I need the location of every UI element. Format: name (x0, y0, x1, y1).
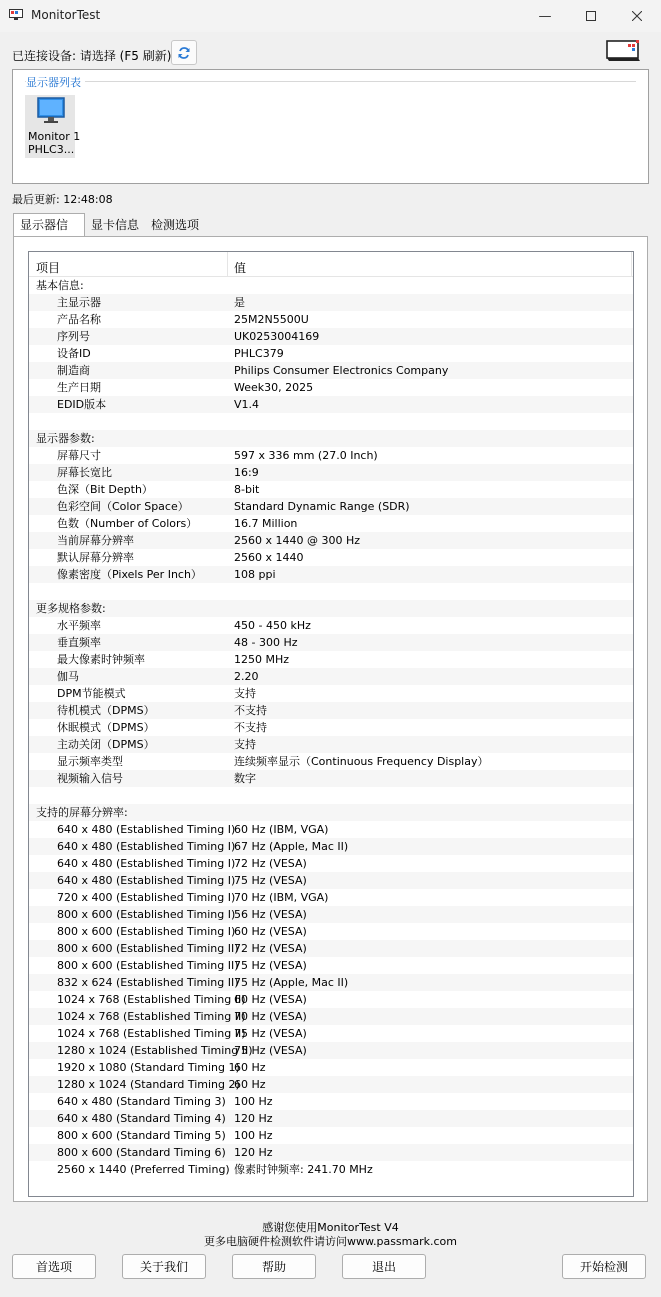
cell-value: 120 Hz (234, 1112, 273, 1125)
cell-value: 数字 (234, 772, 256, 785)
table-row[interactable] (29, 753, 633, 770)
cell-value: UK0253004169 (234, 330, 320, 343)
last-update-label: 最后更新: 12:48:08 (12, 193, 113, 206)
table-row[interactable] (29, 685, 633, 702)
cell-value: 支持 (234, 687, 256, 700)
table-row[interactable] (29, 566, 633, 583)
table-row[interactable] (29, 1025, 633, 1042)
cell-item: 待机模式（DPMS） (57, 704, 155, 717)
cell-value: 60 Hz (VESA) (234, 925, 307, 938)
table-row[interactable] (29, 1110, 633, 1127)
cell-item: 640 x 480 (Established Timing I) (57, 857, 236, 870)
table-row[interactable] (29, 362, 633, 379)
cell-item: 主显示器 (57, 296, 101, 309)
cell-value: 75 Hz (Apple, Mac II) (234, 976, 349, 989)
cell-item: 像素密度（Pixels Per Inch） (57, 568, 202, 581)
monitor-item-model: PHLC3... (28, 143, 75, 156)
title-bar (0, 0, 661, 32)
table-row[interactable] (29, 991, 633, 1008)
section-title: 支持的屏幕分辨率: (36, 806, 128, 819)
cell-item: 800 x 600 (Established Timing I) (57, 925, 236, 938)
cell-item: 640 x 480 (Standard Timing 4) (57, 1112, 226, 1125)
tab-gpu-info[interactable]: 显卡信息 (91, 218, 140, 232)
table-row[interactable] (29, 1042, 633, 1059)
cell-value: 60 Hz (234, 1061, 266, 1074)
cell-value: Standard Dynamic Range (SDR) (234, 500, 410, 513)
tab-monitor-info[interactable]: 显示器信 (13, 213, 85, 237)
cell-item: EDID版本 (57, 398, 107, 411)
cell-value: 60 Hz (234, 1078, 266, 1091)
cell-item: 垂直频率 (57, 636, 101, 649)
monitor-item[interactable] (25, 95, 81, 158)
cell-item: 720 x 400 (Established Timing I) (57, 891, 236, 904)
table-row[interactable] (29, 583, 633, 600)
section-title: 更多规格参数: (36, 602, 106, 615)
cell-item: 色彩空间（Color Space） (57, 500, 189, 513)
cell-item: 水平频率 (57, 619, 101, 632)
cell-item: 制造商 (57, 364, 90, 377)
cell-item: 1920 x 1080 (Standard Timing 1) (57, 1061, 240, 1074)
cell-item: 800 x 600 (Established Timing II) (57, 959, 239, 972)
cell-item: 主动关闭（DPMS） (57, 738, 155, 751)
table-row[interactable] (29, 617, 633, 634)
table-row[interactable] (29, 311, 633, 328)
window-title: MonitorTest (31, 8, 101, 22)
cell-value: 67 Hz (Apple, Mac II) (234, 840, 349, 853)
column-header-item[interactable]: 项目 (36, 261, 61, 275)
table-row[interactable] (29, 855, 633, 872)
cell-item: 伽马 (57, 670, 79, 683)
monitor-list-title: 显示器列表 (26, 74, 85, 90)
minimize-button[interactable] (522, 0, 568, 32)
table-header (29, 252, 633, 277)
cell-item: 1024 x 768 (Established Timing II) (57, 1027, 246, 1040)
table-row[interactable] (29, 1076, 633, 1093)
cell-value: 是 (234, 296, 245, 309)
table-row[interactable] (29, 787, 633, 804)
cell-item: 1024 x 768 (Established Timing II) (57, 993, 246, 1006)
cell-item: 800 x 600 (Standard Timing 5) (57, 1129, 226, 1142)
table-row[interactable] (29, 515, 633, 532)
cell-item: 默认屏幕分辨率 (57, 551, 134, 564)
cell-item: 2560 x 1440 (Preferred Timing) (57, 1163, 230, 1176)
cell-value: 72 Hz (VESA) (234, 942, 307, 955)
table-row[interactable] (29, 498, 633, 515)
cell-value: 70 Hz (IBM, VGA) (234, 891, 329, 904)
cell-item: 1024 x 768 (Established Timing II) (57, 1010, 246, 1023)
table-section-row[interactable] (29, 277, 633, 294)
cell-item: 640 x 480 (Established Timing I) (57, 840, 236, 853)
table-row[interactable] (29, 1127, 633, 1144)
table-row[interactable] (29, 719, 633, 736)
cell-value: 75 Hz (VESA) (234, 1027, 307, 1040)
table-row[interactable] (29, 838, 633, 855)
cell-value: 不支持 (234, 704, 267, 717)
maximize-icon (586, 11, 596, 21)
table-row[interactable] (29, 464, 633, 481)
footer-website: 更多电脑硬件检测软件请访问www.passmark.com (204, 1235, 457, 1248)
cell-value: 2560 x 1440 (234, 551, 304, 564)
maximize-button[interactable] (568, 0, 614, 32)
options-button[interactable]: 首选项 (12, 1254, 96, 1279)
passmark-logo-icon (606, 39, 642, 63)
table-row[interactable] (29, 906, 633, 923)
cell-value: Philips Consumer Electronics Company (234, 364, 449, 377)
cell-value: 56 Hz (VESA) (234, 908, 307, 921)
cell-item: 1280 x 1024 (Standard Timing 2) (57, 1078, 240, 1091)
info-table[interactable] (28, 251, 634, 1197)
cell-value: 48 - 300 Hz (234, 636, 298, 649)
cell-item: 视频输入信号 (57, 772, 123, 785)
table-section-row[interactable] (29, 804, 633, 821)
cell-value: 像素时钟频率: 241.70 MHz (234, 1163, 373, 1176)
cell-value: 不支持 (234, 721, 267, 734)
table-row[interactable] (29, 634, 633, 651)
table-row[interactable] (29, 923, 633, 940)
monitor-list-box (12, 69, 649, 184)
table-row[interactable] (29, 957, 633, 974)
cell-item: 休眠模式（DPMS） (57, 721, 155, 734)
cell-value: 25M2N5500U (234, 313, 309, 326)
cell-value: PHLC379 (234, 347, 284, 360)
cell-item: 800 x 600 (Established Timing I) (57, 908, 236, 921)
cell-item: 800 x 600 (Standard Timing 6) (57, 1146, 226, 1159)
connected-device-label: 已连接设备: 请选择 (F5 刷新) (12, 49, 172, 63)
cell-value: 108 ppi (234, 568, 276, 581)
table-row[interactable] (29, 294, 633, 311)
table-row[interactable] (29, 668, 633, 685)
cell-value: 2.20 (234, 670, 259, 683)
cell-value: 75 Hz (VESA) (234, 874, 307, 887)
cell-item: 产品名称 (57, 313, 101, 326)
tab-panel (13, 236, 648, 1202)
table-row[interactable] (29, 1093, 633, 1110)
table-row[interactable] (29, 413, 633, 430)
table-row[interactable] (29, 1008, 633, 1025)
section-title: 基本信息: (36, 279, 84, 292)
cell-item: 屏幕长宽比 (57, 466, 112, 479)
column-divider[interactable] (227, 252, 228, 276)
cell-item: 色数（Number of Colors） (57, 517, 198, 530)
help-button[interactable]: 帮助 (232, 1254, 316, 1279)
table-row[interactable] (29, 447, 633, 464)
cell-item: 屏幕尺寸 (57, 449, 101, 462)
start-test-button[interactable]: 开始检测 (562, 1254, 646, 1279)
cell-value: Week30, 2025 (234, 381, 314, 394)
monitor-icon (37, 97, 65, 125)
cell-item: 色深（Bit Depth） (57, 483, 153, 496)
cell-value: 70 Hz (VESA) (234, 1010, 307, 1023)
table-row[interactable] (29, 481, 633, 498)
exit-button[interactable]: 退出 (342, 1254, 426, 1279)
cell-item: 最大像素时钟频率 (57, 653, 145, 666)
cell-item: 设备ID (57, 347, 91, 360)
table-section-row[interactable] (29, 430, 633, 447)
table-row[interactable] (29, 1144, 633, 1161)
table-row[interactable] (29, 770, 633, 787)
about-button[interactable]: 关于我们 (122, 1254, 206, 1279)
table-row[interactable] (29, 702, 633, 719)
cell-value: 100 Hz (234, 1129, 273, 1142)
section-title: 显示器参数: (36, 432, 95, 445)
cell-value: 支持 (234, 738, 256, 751)
cell-item: 832 x 624 (Established Timing II) (57, 976, 239, 989)
cell-value: 16.7 Million (234, 517, 298, 530)
cell-item: 800 x 600 (Established Timing II) (57, 942, 239, 955)
refresh-button[interactable] (171, 40, 197, 65)
cell-value: 1250 MHz (234, 653, 290, 666)
table-row[interactable] (29, 940, 633, 957)
table-row[interactable] (29, 651, 633, 668)
cell-item: 640 x 480 (Established Timing I) (57, 823, 236, 836)
table-row[interactable] (29, 532, 633, 549)
cell-value: 8-bit (234, 483, 260, 496)
table-row[interactable] (29, 872, 633, 889)
tab-test-options[interactable]: 检测选项 (151, 218, 200, 232)
cell-value: 120 Hz (234, 1146, 273, 1159)
monitor-item-name: Monitor 1 (28, 130, 81, 143)
cell-item: 640 x 480 (Established Timing I) (57, 874, 236, 887)
column-header-value[interactable]: 值 (234, 261, 247, 275)
table-row[interactable] (29, 889, 633, 906)
table-row[interactable] (29, 821, 633, 838)
cell-value: V1.4 (234, 398, 260, 411)
cell-value: 16:9 (234, 466, 259, 479)
cell-item: DPM节能模式 (57, 687, 126, 700)
cell-item: 640 x 480 (Standard Timing 3) (57, 1095, 226, 1108)
cell-value: 75 Hz (VESA) (234, 959, 307, 972)
close-button[interactable] (614, 0, 660, 32)
cell-value: 450 - 450 kHz (234, 619, 311, 632)
cell-value: 100 Hz (234, 1095, 273, 1108)
cell-value: 连续频率显示（Continuous Frequency Display） (234, 755, 489, 768)
cell-item: 当前屏幕分辨率 (57, 534, 134, 547)
table-row[interactable] (29, 345, 633, 362)
cell-value: 72 Hz (VESA) (234, 857, 307, 870)
close-icon (632, 11, 642, 21)
table-body (29, 277, 633, 1178)
cell-item: 显示频率类型 (57, 755, 123, 768)
monitor-list-divider (25, 81, 636, 82)
footer-thanks: 感谢您使用MonitorTest V4 (262, 1221, 399, 1234)
cell-value: 75 Hz (VESA) (234, 1044, 307, 1057)
table-row[interactable] (29, 379, 633, 396)
column-divider-end[interactable] (631, 252, 632, 276)
table-section-row[interactable] (29, 600, 633, 617)
table-row[interactable] (29, 1161, 633, 1178)
table-row[interactable] (29, 1059, 633, 1076)
cell-value: 60 Hz (VESA) (234, 993, 307, 1006)
table-row[interactable] (29, 736, 633, 753)
minimize-icon: — (538, 8, 552, 24)
cell-item: 序列号 (57, 330, 90, 343)
table-row[interactable] (29, 328, 633, 345)
cell-item: 1280 x 1024 (Established Timing II) (57, 1044, 253, 1057)
cell-value: 597 x 336 mm (27.0 Inch) (234, 449, 378, 462)
refresh-icon (177, 46, 191, 60)
table-row[interactable] (29, 549, 633, 566)
table-row[interactable] (29, 396, 633, 413)
cell-item: 生产日期 (57, 381, 101, 394)
app-monitor-icon (9, 9, 23, 20)
table-row[interactable] (29, 974, 633, 991)
cell-value: 2560 x 1440 @ 300 Hz (234, 534, 361, 547)
cell-value: 60 Hz (IBM, VGA) (234, 823, 329, 836)
